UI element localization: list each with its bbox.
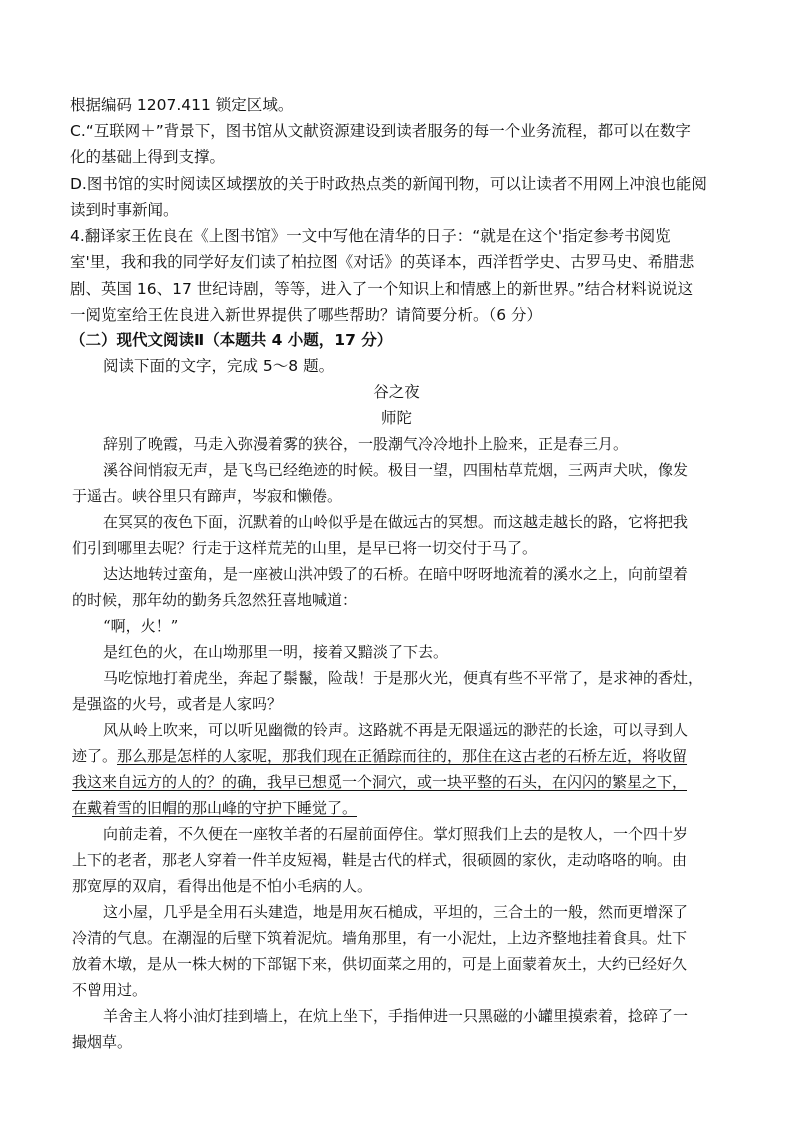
passage-line: 风从岭上吹来，可以听见幽微的铃声。这路就不再是无限遥远的渺茫的长途，可以寻到人 <box>103 721 689 739</box>
underlined-sentence: 那么那是怎样的人家呢，那我们现在正循踪而往的，那住在这古老的石桥左近，将收留 <box>117 747 688 765</box>
passage-line: 这小屋，几乎是全用石头建造，地是用灰石槌成，平坦的，三合土的一般，然而更增深了 <box>103 903 689 921</box>
passage-line: 马吃惊地打着虎坐，奔起了鬃鬣，险哉！于是那火光，便真有些不平常了，是求神的香灶， <box>103 669 704 687</box>
option-c: C.“互联网＋”背景下，图书馆从文献资源建设到读者服务的每一个业务流程，都可以在数字 <box>70 122 691 140</box>
passage-line: 那宽厚的双肩，看得出他是不怕小毛病的人。 <box>72 877 373 895</box>
passage-line: 溪谷间悄寂无声，是飞鸟已经绝迹的时候。极目一望，四围枯草荒烟，三两声犬吠，像发 <box>103 461 689 479</box>
section-heading: （二）现代文阅读Ⅱ（本题共 4 小题，17 分） <box>70 331 393 349</box>
passage-line: 辞别了晚霞，马走入弥漫着雾的狭谷，一股潮气冷冷地扑上脸来，正是春三月。 <box>103 435 629 453</box>
underlined-sentence-line2: 我这来自远方的人的？的确，我早已想觅一个洞穴，或一块平整的石头，在闪闪的繁星之下， <box>72 773 688 791</box>
passage-line: 是强盗的火号，或者是人家吗？ <box>72 695 283 713</box>
question-4-line3: 剧、英国 16、17 世纪诗剧，等等，进入了一个知识上和情感上的新世界。”结合材料说说这 <box>70 280 694 298</box>
passage-line: 的时候，那年幼的勤务兵忽然狂喜地喊道： <box>72 591 358 609</box>
passage-line: 于遥古。峡谷里只有蹄声，岑寂和懒倦。 <box>72 487 343 505</box>
question-4-line1: 4.翻译家王佐良在《上图书馆》一文中写他在清华的日子：“就是在这个'指定参考书阅览 <box>70 227 671 245</box>
passage-line: 在冥冥的夜色下面，沉默着的山岭似乎是在做远古的冥想。而这越走越长的路，它将把我 <box>103 513 689 531</box>
passage-line: “啊，火！” <box>103 617 179 635</box>
option-c-continuation: 根据编码 1207.411 锁定区域。 <box>70 96 294 114</box>
passage-line: 上下的老者，那老人穿着一件羊皮短褐，鞋是古代的样式，很硕圆的家伙，走动咯咯的响。由 <box>72 851 688 869</box>
underlined-sentence-line3: 在戴着雪的旧帽的那山峰的守护下睡觉了。 <box>72 799 358 817</box>
passage-line: 羊舍主人将小油灯挂到墙上，在炕上坐下，手指伸进一只黑磁的小罐里摸索着，捻碎了一 <box>103 1007 689 1025</box>
passage-line: 向前走着，不久便在一座牧羊者的石屋前面停住。掌灯照我们上去的是牧人，一个四十岁 <box>103 825 689 843</box>
passage-line: 撮烟草。 <box>72 1033 133 1051</box>
question-4-line4: 一阅览室给王佐良进入新世界提供了哪些帮助？请简要分析。（6 分） <box>70 306 543 324</box>
passage-author: 师陀 <box>380 409 412 427</box>
reading-instruction: 阅读下面的文字，完成 5～8 题。 <box>103 357 335 375</box>
passage-line: 们引到哪里去呢？行走于这样荒芜的山里，是早已将一切交付于马了。 <box>72 539 538 557</box>
passage-line: 不曾用过。 <box>72 981 148 999</box>
question-4-line2: 室'里，我和我的同学好友们读了柏拉图《对话》的英译本，西洋哲学史、古罗马史、希腊悲 <box>70 253 695 271</box>
option-d-line2: 读到时事新闻。 <box>70 201 179 219</box>
passage-text: 迹了。 <box>72 747 118 765</box>
passage-line <box>0 743 793 769</box>
passage-line: 达达地转过蛮角，是一座被山洪冲毁了的石桥。在暗中呀呀地流着的溪水之上，向前望着 <box>103 565 689 583</box>
passage-title: 谷之夜 <box>373 383 420 401</box>
option-c-line2: 化的基础上得到支撑。 <box>70 148 226 166</box>
passage-line: 冷清的气息。在潮湿的后壁下筑着泥炕。墙角那里，有一小泥灶，上边齐整地挂着食具。灶下 <box>72 929 688 947</box>
option-d: D.图书馆的实时阅读区域摆放的关于时政热点类的新闻刊物，可以让读者不用网上冲浪也能阅 <box>70 175 707 193</box>
passage-line: 放着木墩，是从一株大树的下部锯下来，供切面菜之用的，可是上面蒙着灰土，大约已经好久 <box>72 955 688 973</box>
passage-line: 是红色的火，在山坳那里一明，接着又黯淡了下去。 <box>103 643 449 661</box>
